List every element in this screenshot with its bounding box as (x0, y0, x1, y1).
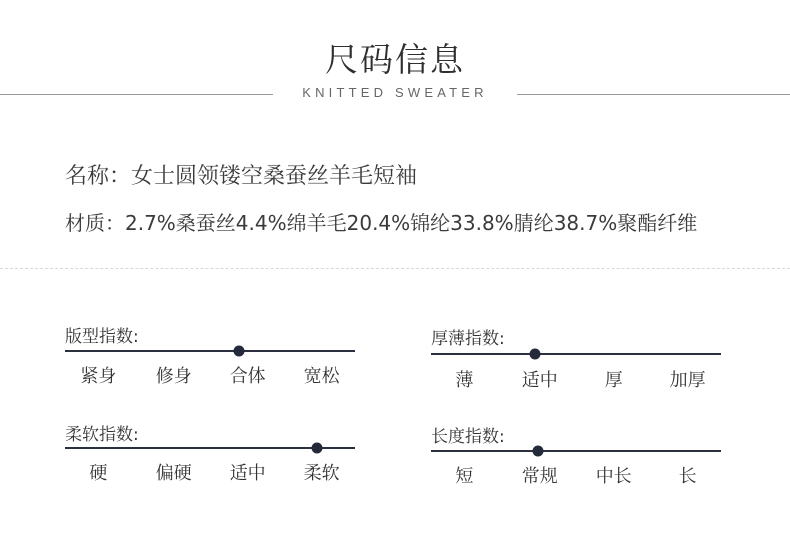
index-thickness (431, 324, 723, 404)
index-track[interactable] (65, 350, 355, 352)
index-option: 薄 (455, 370, 474, 391)
index-option: 常规 (521, 466, 558, 487)
index-option: 硬 (89, 463, 108, 484)
index-option: 紧身 (80, 366, 117, 387)
index-option: 偏硬 (155, 463, 192, 484)
index-option: 短 (455, 466, 474, 487)
index-length (431, 422, 723, 502)
index-fit (65, 322, 357, 402)
index-option: 长 (678, 466, 697, 487)
divider-right (517, 94, 790, 95)
index-option: 适中 (229, 463, 266, 484)
index-option: 合体 (229, 366, 266, 387)
divider-left (0, 94, 273, 95)
index-option: 加厚 (669, 370, 706, 391)
index-option: 修身 (155, 366, 192, 387)
subtitle-row (0, 85, 790, 105)
index-marker[interactable] (533, 446, 544, 457)
index-option: 中长 (595, 466, 632, 487)
index-option: 宽松 (303, 366, 340, 387)
index-track[interactable] (431, 353, 721, 355)
page-title: 尺码信息 (325, 40, 465, 79)
dashed-divider (0, 268, 790, 269)
index-marker[interactable] (234, 346, 245, 357)
index-marker[interactable] (530, 349, 541, 360)
index-marker[interactable] (312, 443, 323, 454)
index-label: 版型指数: (65, 327, 139, 347)
subtitle: KNITTED SWEATER (302, 85, 488, 100)
index-label: 柔软指数: (65, 425, 139, 445)
product-name: 名称：女士圆领镂空桑蚕丝羊毛短袖 (65, 164, 418, 189)
index-option: 适中 (521, 370, 558, 391)
product-material: 材质：2.7%桑蚕丝4.4%绵羊毛20.4%锦纶33.8%腈纶38.7%聚酯纤维 (65, 211, 698, 235)
index-label: 长度指数: (431, 427, 505, 447)
index-option: 厚 (604, 370, 623, 391)
index-softness (65, 420, 357, 500)
index-label: 厚薄指数: (431, 329, 505, 349)
index-option: 柔软 (303, 463, 340, 484)
index-track[interactable] (431, 450, 721, 452)
